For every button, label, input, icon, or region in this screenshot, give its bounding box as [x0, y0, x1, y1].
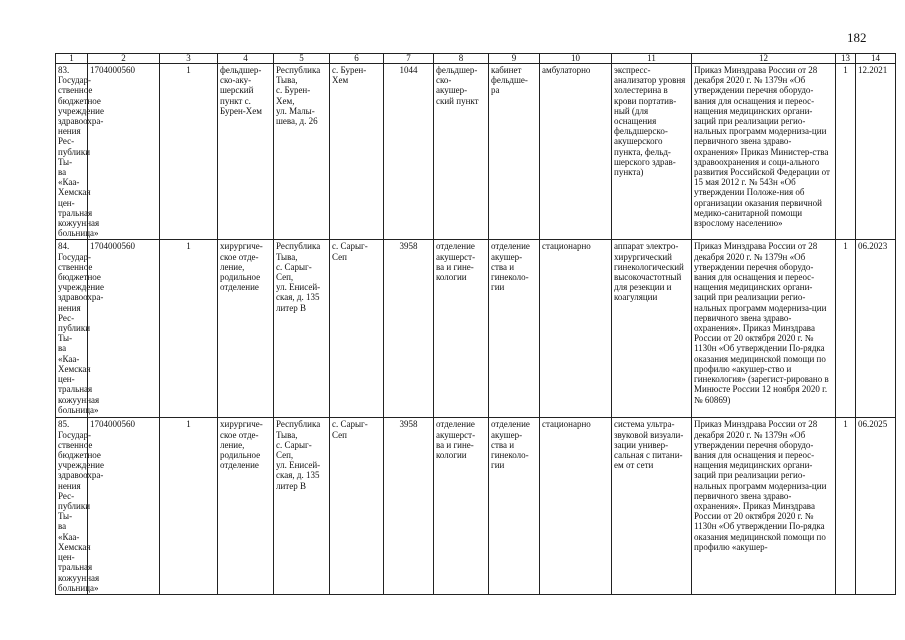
regulation-cell: Приказ Минздрава России от 28 декабря 2020 г. № 1379н «Об утверждении перечня оборудо-вания для оснащения и переос-нащения медицинских органи-заций при реализации регио-нальных программ модерниза-ции первичного звена здраво-охранения». Приказ Минздрава России от 20 октября 2020 г. № 1130н «Об утверждении По-рядка оказания медицинской помощи по профилю «акушер-ство и гинекология» (зарегист-рировано в Минюсте России 12 ноября 2020 г. № 60869) [692, 240, 836, 418]
column-number: 5 [274, 54, 330, 64]
column-number: 11 [612, 54, 692, 64]
address-cell: Республика Тыва, с. Сарыг- Сеп, ул. Енисей- ская, д. 135 литер В [274, 240, 330, 418]
department-cell: отделение акушерст- ва и гине- кологии [434, 418, 489, 594]
institution-name-cell: 85. Государ- ственное бюджетное учреждение здравоохра- нения Рес- публики Ты- ва «Каа- Хемская цен- тральная кожуунная больница» [56, 418, 88, 594]
quantity-cell: 1 [836, 240, 856, 418]
inn-cell: 1704000560 [88, 418, 160, 594]
department-cell: фельдшер- ско- акушер- ский пункт [434, 64, 489, 240]
date-cell: 12.2021 [856, 64, 896, 240]
column-number: 9 [489, 54, 540, 64]
institution-name-cell: 83. Государ- ственное бюджетное учреждение здравоохра- нения Рес- публики Ты- ва «Каа- Хемская цен- тральная кожуунная больница» [56, 64, 88, 240]
department-cell: отделение акушерст- ва и гине- кологии [434, 240, 489, 418]
column-number: 12 [692, 54, 836, 64]
column-number: 7 [384, 54, 434, 64]
quantity-cell: 1 [836, 64, 856, 240]
equipment-cell: аппарат электро- хирургический гинекологический высокочастотный для резекции и коагуляции [612, 240, 692, 418]
regulation-cell: Приказ Минздрава России от 28 декабря 2020 г. № 1379н «Об утверждении перечня оборудо-вания для оснащения и переос-нащения медицинских органи-заций при реализации регио-нальных программ модерниза-ции первичного звена здраво-охранения». Приказ Минздрава России от 20 октября 2020 г. № 1130н «Об утверждении По-рядка оказания медицинской помощи по профилю «акушер- [692, 418, 836, 594]
equipment-cell: система ультра- звуковой визуали- зации универ- сальная с питани- ем от сети [612, 418, 692, 594]
regulation-cell: Приказ Минздрава России от 28 декабря 2020 г. № 1379н «Об утверждении перечня оборудо-вания для оснащения и переос-нащения медицинских органи-заций при реализации регио-нальных программ модерниза-ции первичного звена здраво-охранения» Приказ Министер-ства здравоохранения и соци-ального развития Российской Федерации от 15 мая 2012 г. № 543н «Об утверждении Положе-ния об организации оказания первичной медико-санитарной помощи взрослому населению» [692, 64, 836, 240]
column-number: 8 [434, 54, 489, 64]
settlement-cell: с. Бурен- Хем [330, 64, 384, 240]
column-number: 3 [160, 54, 218, 64]
care-type-cell: амбулаторно [540, 64, 612, 240]
equipment-cell: экспресс- анализатор уровня холестерина в крови портатив- ный (для оснащения фельдшерско- акушерского пункта, фельд- шерского здрав- пункта) [612, 64, 692, 240]
column-number: 1 [56, 54, 88, 64]
table-row [56, 240, 896, 418]
quantity-cell: 1 [836, 418, 856, 594]
care-type-cell: стационарно [540, 240, 612, 418]
count-cell: 1 [160, 64, 218, 240]
date-cell: 06.2025 [856, 418, 896, 594]
population-cell: 1044 [384, 64, 434, 240]
address-cell: Республика Тыва, с. Сарыг- Сеп, ул. Енисей- ская, д. 135 литер В [274, 418, 330, 594]
date-cell: 06.2023 [856, 240, 896, 418]
unit-cell: фельдшер- ско-аку- шерский пункт с. Бурен-Хем [218, 64, 274, 240]
population-cell: 3958 [384, 418, 434, 594]
count-cell: 1 [160, 240, 218, 418]
unit-cell: хирургиче- ское отде- ление, родильное отделение [218, 240, 274, 418]
population-cell: 3958 [384, 240, 434, 418]
page-number: 182 [847, 30, 867, 45]
unit-cell: хирургиче- ское отде- ление, родильное отделение [218, 418, 274, 594]
room-cell: отделение акушер- ства и гинеколо- гии [489, 240, 540, 418]
column-number: 2 [88, 54, 160, 64]
address-cell: Республика Тыва, с. Бурен- Хем, ул. Малы- шева, д. 26 [274, 64, 330, 240]
table-row [56, 418, 896, 594]
column-number: 4 [218, 54, 274, 64]
column-number: 6 [330, 54, 384, 64]
room-cell: кабинет фельдше- ра [489, 64, 540, 240]
registry-table [55, 53, 896, 595]
inn-cell: 1704000560 [88, 240, 160, 418]
care-type-cell: стационарно [540, 418, 612, 594]
room-cell: отделение акушер- ства и гинеколо- гии [489, 418, 540, 594]
inn-cell: 1704000560 [88, 64, 160, 240]
column-number: 13 [836, 54, 856, 64]
settlement-cell: с. Сарыг- Сеп [330, 418, 384, 594]
table-row [56, 64, 896, 240]
settlement-cell: с. Сарыг- Сеп [330, 240, 384, 418]
column-number: 10 [540, 54, 612, 64]
column-number: 14 [856, 54, 896, 64]
column-number-row [56, 54, 896, 64]
institution-name-cell: 84. Государ- ственное бюджетное учреждение здравоохра- нения Рес- публики Ты- ва «Каа- Хемская цен- тральная кожуунная больница» [56, 240, 88, 418]
count-cell: 1 [160, 418, 218, 594]
